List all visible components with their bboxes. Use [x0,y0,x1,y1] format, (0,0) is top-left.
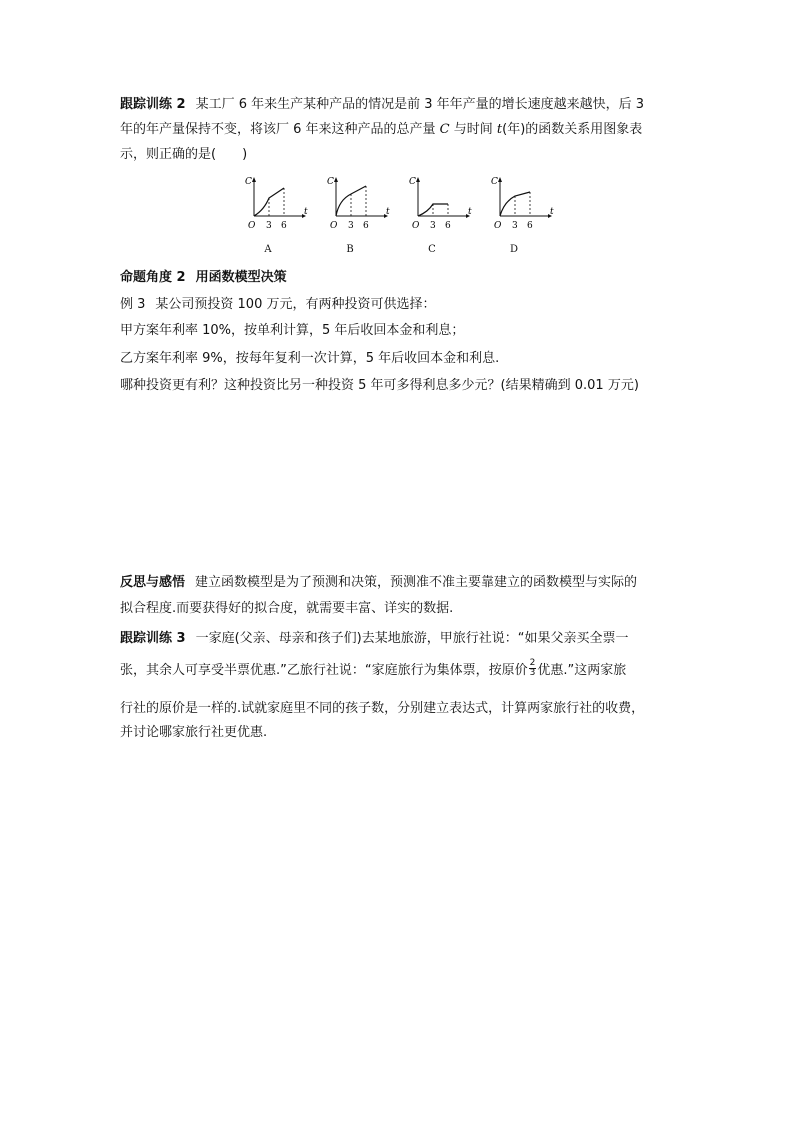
y-label: C [409,177,416,187]
tick-label: 3 [512,221,518,231]
angle2-label: 命题角度 2 [120,270,186,285]
training2-text-2b: 与时间 [449,122,497,137]
training3-line2 [120,658,627,680]
training2-text-2a: 年的年产量保持不变，将该厂 6 年来这种产品的总产量 [120,122,440,137]
example3-question: 哪种投资更有利？这种投资比另一种投资 5 年可多得利息多少元？(结果精确到 0.01 万元) [120,378,639,393]
variable-t: t [496,122,503,137]
origin-label: O [330,221,338,231]
angle2-heading [120,269,287,287]
training3-text-1: 一家庭(父亲、母亲和孩子们)去某地旅游，甲旅行社说：“如果父亲买全票一 [195,631,629,646]
example3-intro-line [120,296,435,314]
origin-label: O [248,221,256,231]
fraction-numerator: 2 [529,658,536,668]
graph-option-d [486,172,556,262]
origin-label: O [494,221,502,231]
option-label-c: C [428,244,436,255]
graph-option-c [404,172,474,262]
training3-text-2b: 优惠.”这两家旅 [537,663,627,678]
origin-label: O [412,221,420,231]
tick-label: 3 [266,221,272,231]
tick-label: 6 [445,221,451,231]
training2-text-1: 某工厂 6 年来生产某种产品的情况是前 3 年年产量的增长速度越来越快，后 3 [195,97,645,112]
graph-c-svg [404,172,474,242]
training3-line3: 行社的原价是一样的.试就家庭里不同的孩子数，分别建立表达式，计算两家旅行社的收费， [120,701,645,716]
training2-text-3: 示，则正确的是( ) [120,147,248,162]
example3-plan-b: 乙方案年利率 9%，按每年复利一次计算，5 年后收回本金和利息. [120,351,500,366]
graph-b-svg [322,172,392,242]
variable-c: C [439,122,450,137]
tick-label: 3 [348,221,354,231]
fraction-denominator: 3 [529,668,536,678]
reflection-text-1: 建立函数模型是为了预测和决策，预测准不准主要靠建立的函数模型与实际的 [195,575,638,590]
graph-option-a [240,172,310,262]
fraction-two-thirds [529,659,537,678]
reflection-label: 反思与感悟 [120,575,186,590]
training3-label: 跟踪训练 3 [120,631,186,646]
x-label: t [386,207,390,217]
training2-line2 [120,121,642,139]
training2-line1 [120,96,644,114]
tick-label: 3 [430,221,436,231]
y-label: C [491,177,498,187]
x-label: t [468,207,472,217]
training3-line1 [120,630,628,648]
option-label-d: D [509,244,519,255]
x-label: t [304,207,308,217]
option-graphs [240,172,560,262]
example3-intro: 某公司预投资 100 万元，有两种投资可供选择： [155,297,436,312]
x-label: t [550,207,554,217]
tick-label: 6 [363,221,369,231]
example3-plan-a: 甲方案年利率 10%，按单利计算，5 年后收回本金和利息； [120,323,465,338]
training2-line3 [120,146,247,164]
training3-text-2a: 张，其余人可享受半票优惠.”乙旅行社说：“家庭旅行为集体票，按原价 [120,663,528,678]
training2-text-2c: (年)的函数关系用图象表 [502,122,643,137]
reflection-line2: 拟合程度.而要获得好的拟合度，就需要丰富、详实的数据. [120,601,454,616]
training3-line4: 并讨论哪家旅行社更优惠. [120,725,268,740]
example3-label: 例 3 [120,297,146,312]
graph-d-svg [486,172,556,242]
tick-label: 6 [527,221,533,231]
y-label: C [245,177,252,187]
option-label-b: B [346,244,354,255]
graph-a-svg [240,172,310,242]
graph-option-b [322,172,392,262]
y-label: C [327,177,334,187]
angle2-title: 用函数模型决策 [195,270,287,285]
tick-label: 6 [281,221,287,231]
training2-label: 跟踪训练 2 [120,97,186,112]
option-label-a: A [264,244,272,255]
reflection-line1 [120,574,637,592]
